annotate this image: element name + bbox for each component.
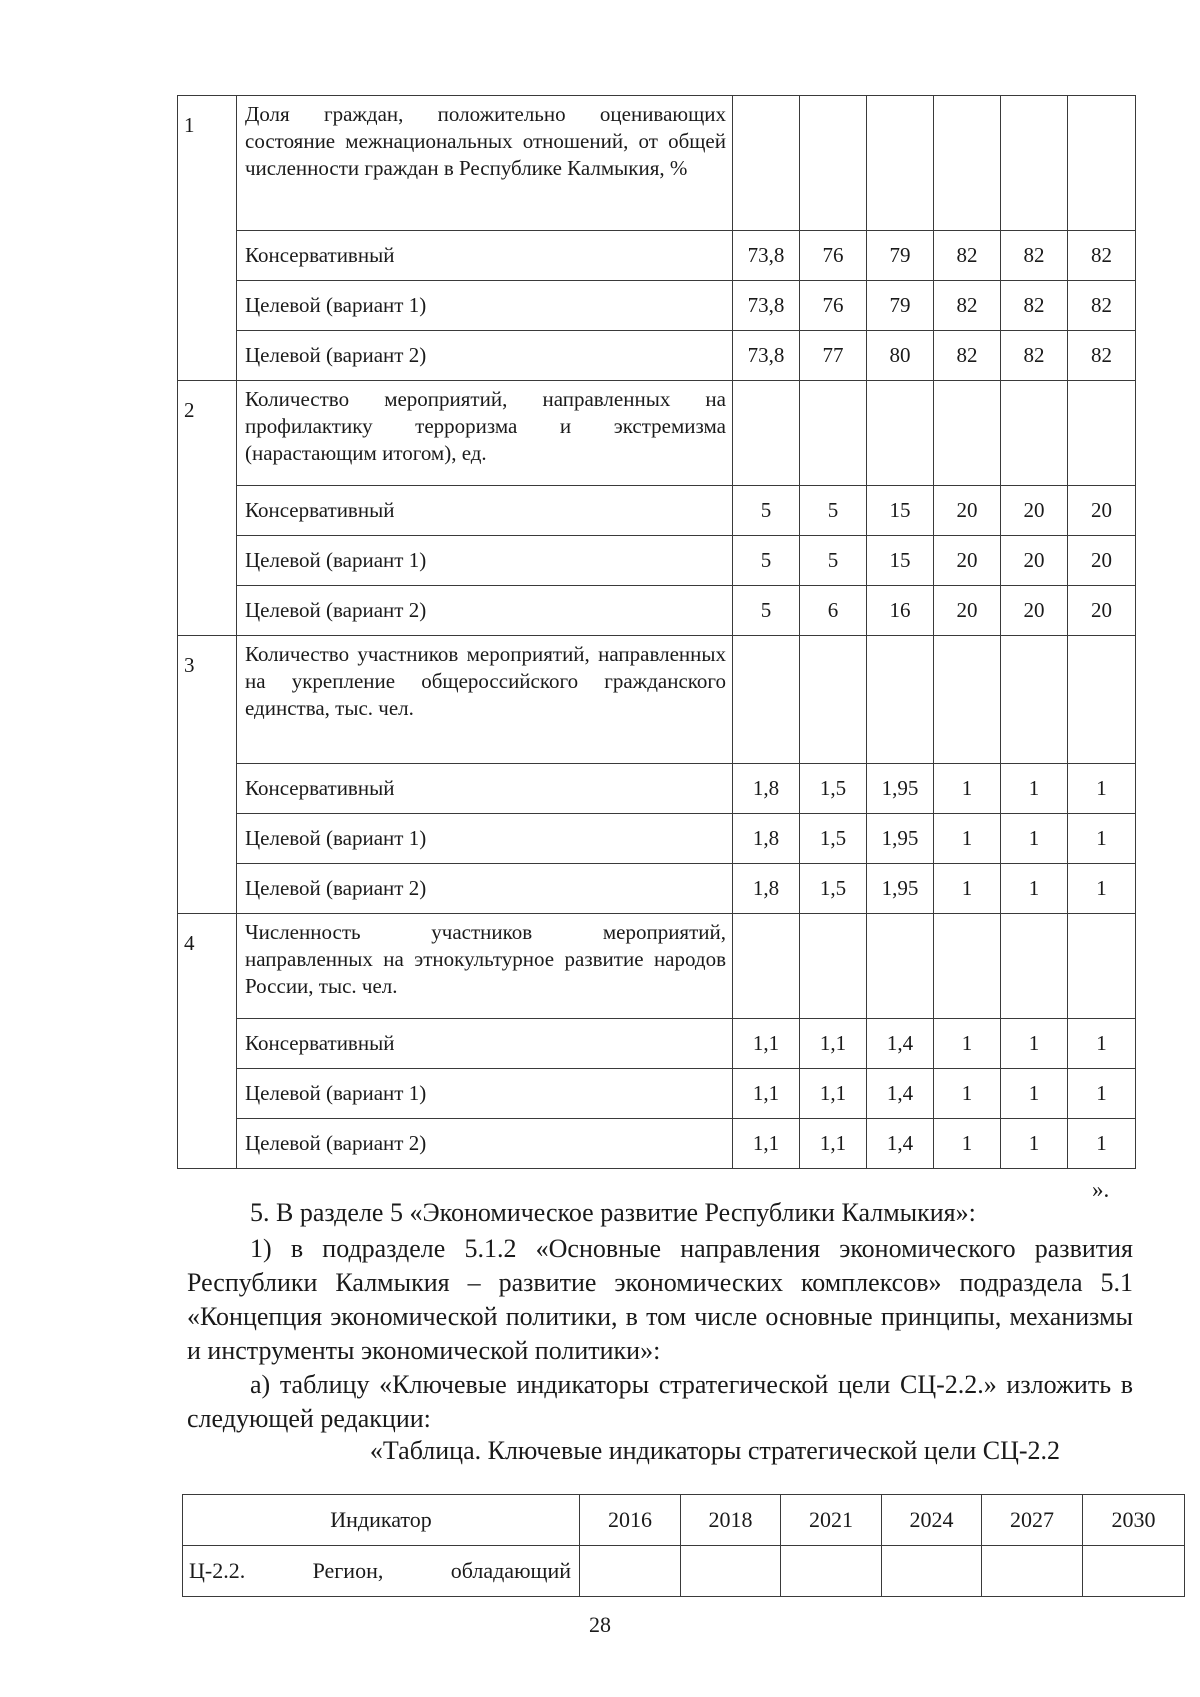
empty-cell <box>733 636 800 764</box>
value-cell: 1 <box>1068 814 1136 864</box>
value-cell: 1,8 <box>733 764 800 814</box>
empty-cell <box>867 96 934 231</box>
empty-cell <box>800 914 867 1019</box>
empty-cell <box>1001 636 1068 764</box>
value-cell: 1 <box>934 1069 1001 1119</box>
empty-cell <box>1068 381 1136 486</box>
value-cell: 1,1 <box>733 1069 800 1119</box>
empty-cell <box>934 381 1001 486</box>
value-cell: 82 <box>1068 231 1136 281</box>
scenario-label: Целевой (вариант 1) <box>237 1069 733 1119</box>
value-cell: 15 <box>867 536 934 586</box>
indicator-title-row <box>178 381 1136 486</box>
scenario-label: Консервативный <box>237 486 733 536</box>
value-cell: 82 <box>934 281 1001 331</box>
goal-indicator-cell <box>183 1546 580 1597</box>
empty-cell <box>882 1546 982 1597</box>
empty-cell <box>733 96 800 231</box>
scenario-label: Целевой (вариант 2) <box>237 331 733 381</box>
value-cell: 20 <box>1001 486 1068 536</box>
indicator-title: Количество мероприятий, направленных на профилактику терроризма и экстремизма (нарастающим итогом), ед. <box>237 381 733 486</box>
value-cell: 1,1 <box>733 1019 800 1069</box>
value-cell: 20 <box>1001 536 1068 586</box>
paragraph-table-instruction: а) таблицу «Ключевые индикаторы стратегической цели СЦ-2.2.» изложить в следующей редакции: <box>187 1370 1133 1433</box>
header-year: 2018 <box>681 1495 781 1546</box>
value-cell: 82 <box>1001 231 1068 281</box>
value-cell: 1,1 <box>733 1119 800 1169</box>
goal-table-row <box>183 1546 1185 1597</box>
empty-cell <box>934 96 1001 231</box>
value-cell: 1 <box>1068 1019 1136 1069</box>
empty-cell <box>800 636 867 764</box>
value-cell: 77 <box>800 331 867 381</box>
empty-cell <box>934 914 1001 1019</box>
scenario-label: Целевой (вариант 1) <box>237 281 733 331</box>
header-year: 2021 <box>781 1495 882 1546</box>
value-cell: 76 <box>800 231 867 281</box>
indicator-title-row <box>178 914 1136 1019</box>
header-year: 2024 <box>882 1495 982 1546</box>
value-cell: 1 <box>934 1019 1001 1069</box>
scenario-row <box>178 1119 1136 1169</box>
indicator-number: 4 <box>178 914 237 1169</box>
paragraph-section-5: 5. В разделе 5 «Экономическое развитие Республики Калмыкия»: <box>250 1198 976 1227</box>
scenario-row <box>178 281 1136 331</box>
scenario-label: Консервативный <box>237 231 733 281</box>
value-cell: 1,5 <box>800 864 867 914</box>
scenario-row <box>178 864 1136 914</box>
value-cell: 1 <box>934 764 1001 814</box>
value-cell: 5 <box>733 586 800 636</box>
goal-word: обладающий <box>450 1558 571 1583</box>
empty-cell <box>1001 96 1068 231</box>
scenario-row <box>178 764 1136 814</box>
scenario-row <box>178 486 1136 536</box>
value-cell: 73,8 <box>733 331 800 381</box>
header-year: 2030 <box>1083 1495 1185 1546</box>
header-indicator: Индикатор <box>183 1495 580 1546</box>
indicator-title-row <box>178 96 1136 231</box>
empty-cell <box>867 381 934 486</box>
empty-cell <box>934 636 1001 764</box>
value-cell: 20 <box>1068 586 1136 636</box>
indicator-title-row <box>178 636 1136 764</box>
value-cell: 79 <box>867 281 934 331</box>
value-cell: 79 <box>867 231 934 281</box>
empty-cell <box>681 1546 781 1597</box>
value-cell: 76 <box>800 281 867 331</box>
header-year: 2016 <box>580 1495 681 1546</box>
empty-cell <box>867 914 934 1019</box>
value-cell: 1 <box>1001 814 1068 864</box>
scenario-row <box>178 331 1136 381</box>
value-cell: 1 <box>1001 1119 1068 1169</box>
value-cell: 1,8 <box>733 864 800 914</box>
empty-cell <box>800 96 867 231</box>
value-cell: 1,4 <box>867 1069 934 1119</box>
value-cell: 20 <box>1001 586 1068 636</box>
empty-cell <box>1001 381 1068 486</box>
goal-word: Регион, <box>312 1558 384 1583</box>
empty-cell <box>1068 96 1136 231</box>
value-cell: 1 <box>1068 764 1136 814</box>
value-cell: 1 <box>934 1119 1001 1169</box>
value-cell: 1 <box>934 814 1001 864</box>
scenario-row <box>178 586 1136 636</box>
value-cell: 1,8 <box>733 814 800 864</box>
value-cell: 82 <box>934 331 1001 381</box>
table-caption: «Таблица. Ключевые индикаторы стратегической цели СЦ-2.2 <box>369 1436 1061 1465</box>
indicator-title: Количество участников мероприятий, направленных на укрепление общероссийского гражданского единства, тыс. чел. <box>237 636 733 764</box>
value-cell: 1,1 <box>800 1019 867 1069</box>
scenario-row <box>178 536 1136 586</box>
value-cell: 1,5 <box>800 764 867 814</box>
empty-cell <box>733 914 800 1019</box>
goal-code: Ц-2.2. <box>189 1558 246 1583</box>
value-cell: 20 <box>934 586 1001 636</box>
value-cell: 80 <box>867 331 934 381</box>
value-cell: 5 <box>733 536 800 586</box>
value-cell: 5 <box>800 536 867 586</box>
empty-cell <box>1068 914 1136 1019</box>
empty-cell <box>800 381 867 486</box>
indicator-number: 2 <box>178 381 237 636</box>
indicator-title: Доля граждан, положительно оценивающих состояние межнациональных отношений, от общей численности граждан в Республике Калмыкия, % <box>237 96 733 231</box>
empty-cell <box>781 1546 882 1597</box>
scenario-label: Целевой (вариант 2) <box>237 586 733 636</box>
value-cell: 1,95 <box>867 764 934 814</box>
empty-cell <box>867 636 934 764</box>
value-cell: 6 <box>800 586 867 636</box>
scenario-row <box>178 231 1136 281</box>
scenario-label: Консервативный <box>237 764 733 814</box>
paragraph-subsection: 1) в подразделе 5.1.2 «Основные направления экономического развития Республики Калмыкия – развитие экономических комплексов» подраздела 5.1 «Концепция экономической политики, в том числе основные принципы, механизмы и инструменты экономической политики»: <box>187 1234 1133 1365</box>
value-cell: 5 <box>733 486 800 536</box>
value-cell: 1 <box>934 864 1001 914</box>
scenario-row <box>178 1019 1136 1069</box>
indicator-number: 3 <box>178 636 237 914</box>
empty-cell <box>1001 914 1068 1019</box>
value-cell: 1,95 <box>867 814 934 864</box>
value-cell: 1,1 <box>800 1119 867 1169</box>
indicator-title: Численность участников мероприятий, направленных на этнокультурное развитие народов России, тыс. чел. <box>237 914 733 1019</box>
empty-cell <box>1068 636 1136 764</box>
quote-close: ». <box>1092 1177 1110 1202</box>
scenario-label: Целевой (вариант 2) <box>237 1119 733 1169</box>
indicator-number: 1 <box>178 96 237 381</box>
value-cell: 1,1 <box>800 1069 867 1119</box>
value-cell: 73,8 <box>733 281 800 331</box>
value-cell: 82 <box>1001 331 1068 381</box>
value-cell: 1,95 <box>867 864 934 914</box>
value-cell: 1,4 <box>867 1119 934 1169</box>
value-cell: 73,8 <box>733 231 800 281</box>
value-cell: 1 <box>1068 864 1136 914</box>
value-cell: 5 <box>800 486 867 536</box>
goal-indicators-table <box>182 1494 1185 1597</box>
page-number: 28 <box>589 1612 611 1637</box>
value-cell: 82 <box>1001 281 1068 331</box>
indicators-table <box>177 95 1136 1169</box>
value-cell: 20 <box>1068 536 1136 586</box>
value-cell: 15 <box>867 486 934 536</box>
value-cell: 1 <box>1001 864 1068 914</box>
value-cell: 20 <box>934 486 1001 536</box>
empty-cell <box>733 381 800 486</box>
value-cell: 20 <box>1068 486 1136 536</box>
empty-cell <box>580 1546 681 1597</box>
value-cell: 16 <box>867 586 934 636</box>
scenario-row <box>178 1069 1136 1119</box>
scenario-label: Целевой (вариант 1) <box>237 814 733 864</box>
empty-cell <box>982 1546 1083 1597</box>
scenario-label: Целевой (вариант 2) <box>237 864 733 914</box>
goal-table-header-row <box>183 1495 1185 1546</box>
value-cell: 1 <box>1001 1019 1068 1069</box>
scenario-label: Консервативный <box>237 1019 733 1069</box>
empty-cell <box>1083 1546 1185 1597</box>
value-cell: 1 <box>1001 1069 1068 1119</box>
value-cell: 20 <box>934 536 1001 586</box>
value-cell: 1 <box>1001 764 1068 814</box>
value-cell: 82 <box>1068 281 1136 331</box>
header-year: 2027 <box>982 1495 1083 1546</box>
value-cell: 1 <box>1068 1069 1136 1119</box>
scenario-row <box>178 814 1136 864</box>
value-cell: 82 <box>934 231 1001 281</box>
value-cell: 1,4 <box>867 1019 934 1069</box>
value-cell: 1,5 <box>800 814 867 864</box>
value-cell: 82 <box>1068 331 1136 381</box>
value-cell: 1 <box>1068 1119 1136 1169</box>
scenario-label: Целевой (вариант 1) <box>237 536 733 586</box>
